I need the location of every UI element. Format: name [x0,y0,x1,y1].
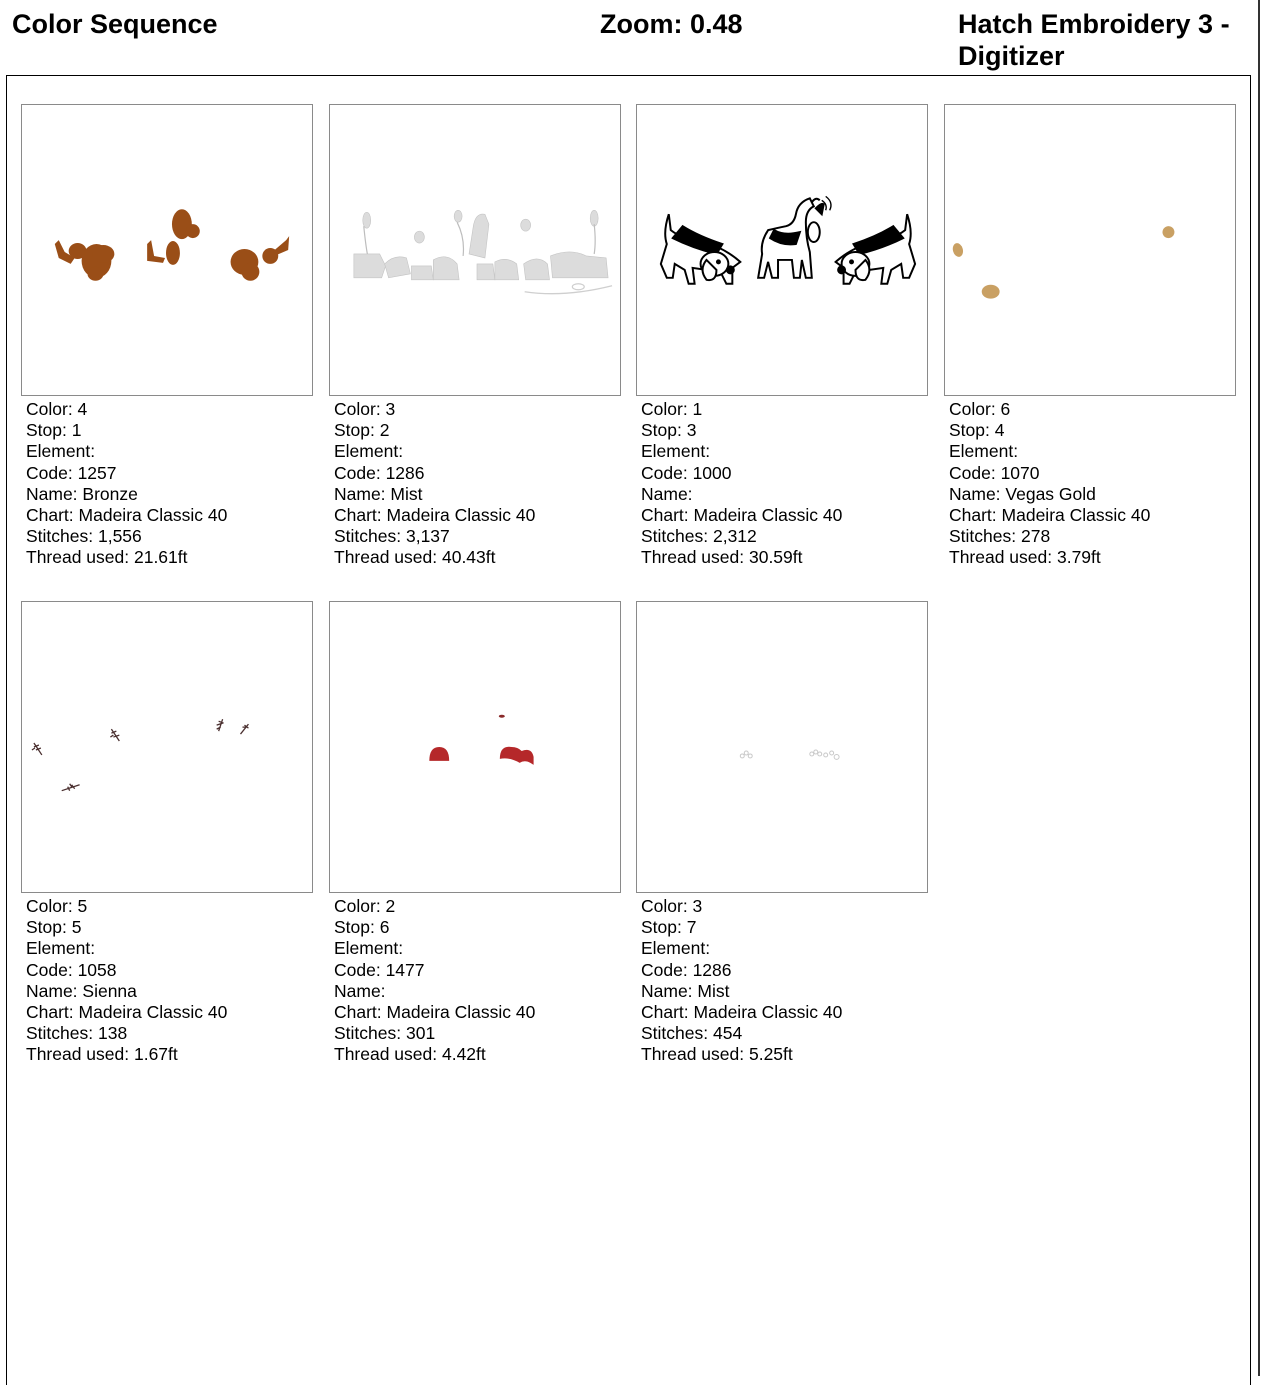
thread-code: Code: 1286 [641,959,732,980]
thread-name: Name: Bronze [26,483,138,504]
color-stop-tile[interactable] [329,104,621,569]
stitch-count: Stitches: 138 [26,1023,128,1044]
stitch-preview-mist-fill [329,104,621,396]
stop-number: Stop: 3 [641,420,697,441]
color-stop-tile[interactable] [21,104,313,569]
stop-number: Stop: 2 [334,420,390,441]
stitch-count: Stitches: 1,556 [26,526,142,547]
page-edge [1258,0,1260,1376]
element: Element: [641,938,711,959]
thread-used: Thread used: 4.42ft [334,1044,486,1065]
thread-used: Thread used: 21.61ft [26,547,188,568]
color-stop-info [329,396,621,569]
stitch-preview-beagles-black [636,104,928,396]
thread-used: Thread used: 3.79ft [949,547,1101,568]
thread-code: Code: 1070 [949,462,1040,483]
element: Element: [26,441,96,462]
color-stop-info [636,893,928,1066]
page-title: Color Sequence [12,9,218,39]
thread-used: Thread used: 30.59ft [641,547,803,568]
thread-code: Code: 1000 [641,462,732,483]
stitch-count: Stitches: 2,312 [641,526,757,547]
color-number: Color: 5 [26,896,88,916]
thread-name: Name: Sienna [26,980,137,1001]
color-number: Color: 4 [26,399,88,419]
color-stop-tile[interactable] [944,104,1236,569]
thread-used: Thread used: 5.25ft [641,1044,793,1065]
stitch-preview-sienna-twigs [21,601,313,893]
stitch-preview-gold-spots [944,104,1236,396]
color-stop-tile[interactable] [636,601,928,1066]
element: Element: [949,441,1019,462]
thread-code: Code: 1058 [26,959,117,980]
stop-number: Stop: 4 [949,420,1005,441]
thread-used: Thread used: 1.67ft [26,1044,178,1065]
color-number: Color: 6 [949,399,1011,419]
thread-chart: Chart: Madeira Classic 40 [334,505,536,526]
thread-name: Name: Vegas Gold [949,483,1096,504]
thread-code: Code: 1257 [26,462,117,483]
thread-chart: Chart: Madeira Classic 40 [641,505,843,526]
color-stop-info [636,396,928,569]
app-name: Hatch Embroidery 3 - Digitizer [958,9,1230,71]
thread-name: Name: Mist [334,483,423,504]
color-stop-info [21,893,313,1066]
thread-name: Name: Mist [641,980,730,1001]
stop-number: Stop: 6 [334,917,390,938]
element: Element: [641,441,711,462]
thread-chart: Chart: Madeira Classic 40 [26,505,228,526]
color-number: Color: 2 [334,896,396,916]
element: Element: [26,938,96,959]
color-stop-info [21,396,313,569]
thread-name: Name: [334,980,386,1001]
stitch-preview-red-tongues [329,601,621,893]
thread-code: Code: 1286 [334,462,425,483]
stop-number: Stop: 1 [26,420,82,441]
color-stop-info [329,893,621,1066]
thread-chart: Chart: Madeira Classic 40 [334,1002,536,1023]
color-stop-tile[interactable] [21,601,313,1066]
stitch-preview-mist-details [636,601,928,893]
thread-chart: Chart: Madeira Classic 40 [949,505,1151,526]
thread-chart: Chart: Madeira Classic 40 [641,1002,843,1023]
stitch-count: Stitches: 278 [949,526,1051,547]
element: Element: [334,938,404,959]
color-stop-tile[interactable] [329,601,621,1066]
stitch-preview-bronze-ears [21,104,313,396]
stop-number: Stop: 5 [26,917,82,938]
color-number: Color: 3 [334,399,396,419]
color-stop-info [944,396,1236,569]
element: Element: [334,441,404,462]
stitch-count: Stitches: 301 [334,1023,436,1044]
stitch-count: Stitches: 3,137 [334,526,450,547]
thread-name: Name: [641,483,693,504]
color-number: Color: 1 [641,399,703,419]
thread-chart: Chart: Madeira Classic 40 [26,1002,228,1023]
stitch-count: Stitches: 454 [641,1023,743,1044]
color-stop-tile[interactable] [636,104,928,569]
stop-number: Stop: 7 [641,917,697,938]
thread-used: Thread used: 40.43ft [334,547,496,568]
zoom-level: Zoom: 0.48 [600,9,743,39]
thread-code: Code: 1477 [334,959,425,980]
color-number: Color: 3 [641,896,703,916]
